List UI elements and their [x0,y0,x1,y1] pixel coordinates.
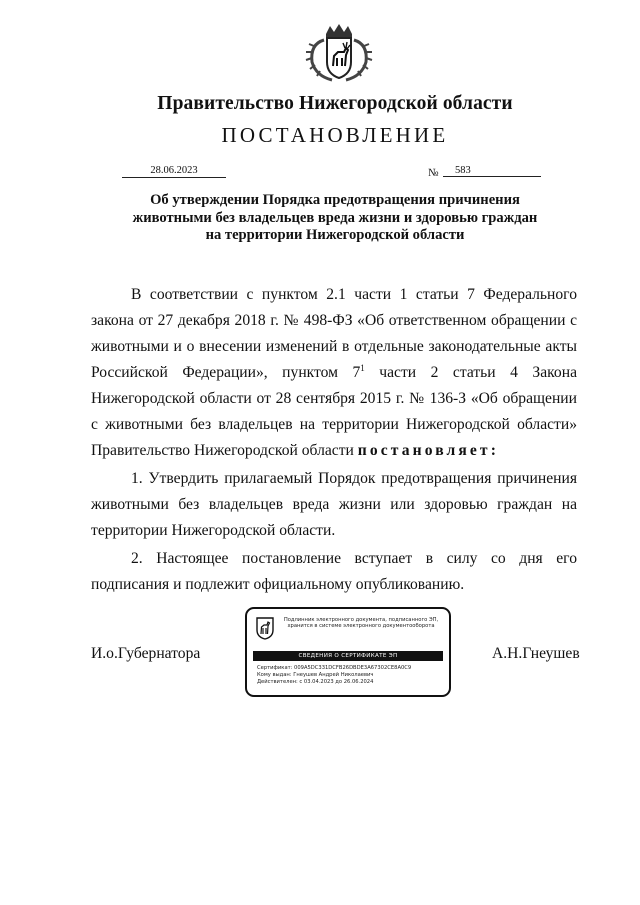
esig-bar-title: СВЕДЕНИЯ О СЕРТИФИКАТЕ ЭП [253,651,443,661]
resolves-word: постановляет: [357,442,499,459]
signatory-name: А.Н.Гнеушев [492,645,580,662]
esig-details [257,665,445,686]
item-paragraph: 2. Настоящее постановление вступает в силу со дня его подписания и подлежит официальному опубликованию. [91,550,577,593]
superscript: 1 [360,362,365,373]
number-sign: № [428,167,439,179]
esig-issued-to: Кому выдан: Гнеушев Андрей Николаевич [257,672,374,678]
preamble-text: В соответствии с пунктом 2.1 части 1 статьи 7 Федерального закона от 27 декабря 2018 г. № 498-ФЗ «Об ответственном обращении с животными и о внесении изменений в отдельные законодательные акты Российской Федерации», пунктом 7 [91,286,577,381]
esig-validity: Действителен: с 03.04.2023 до 26.06.2024 [257,679,374,685]
document-subject [100,192,570,245]
organization-title: Правительство Нижегородской области [157,93,513,114]
document-body [91,282,577,600]
preamble-text: части 2 статьи 4 Закона Нижегородской области от 28 сентября 2015 г. № 136-З «Об обращении с животными без владельцев на территории Нижегородской области» Правительство Нижегородской области [91,364,577,459]
subject-line: Об утверждении Порядка предотвращения причинения [150,192,520,208]
document-number: 583 [443,165,541,177]
esig-note: Подлинник электронного документа, подписанного ЭП, хранится в системе электронного документооборота [283,617,439,630]
preamble-paragraph [91,282,577,464]
coat-of-arms-mini-icon [255,616,275,640]
document-date: 28.06.2023 [122,165,226,178]
signatory-position: И.о.Губернатора [91,645,201,662]
electronic-signature-stamp [245,607,451,697]
coat-of-arms-icon [302,22,376,84]
subject-line: на территории Нижегородской области [205,227,465,243]
item-paragraph: 1. Утвердить прилагаемый Порядок предотвращения причинения животными без владельцев вреда жизни или здоровью граждан на территории Нижегородской области. [91,470,577,539]
document-type: ПОСТАНОВЛЕНИЕ [221,123,449,147]
subject-line: животными без владельцев вреда жизни и здоровью граждан [132,209,538,226]
esig-certificate: Сертификат: 009A5DC331DCFB26DBDE3A67302CE8A0C9 [257,665,412,671]
